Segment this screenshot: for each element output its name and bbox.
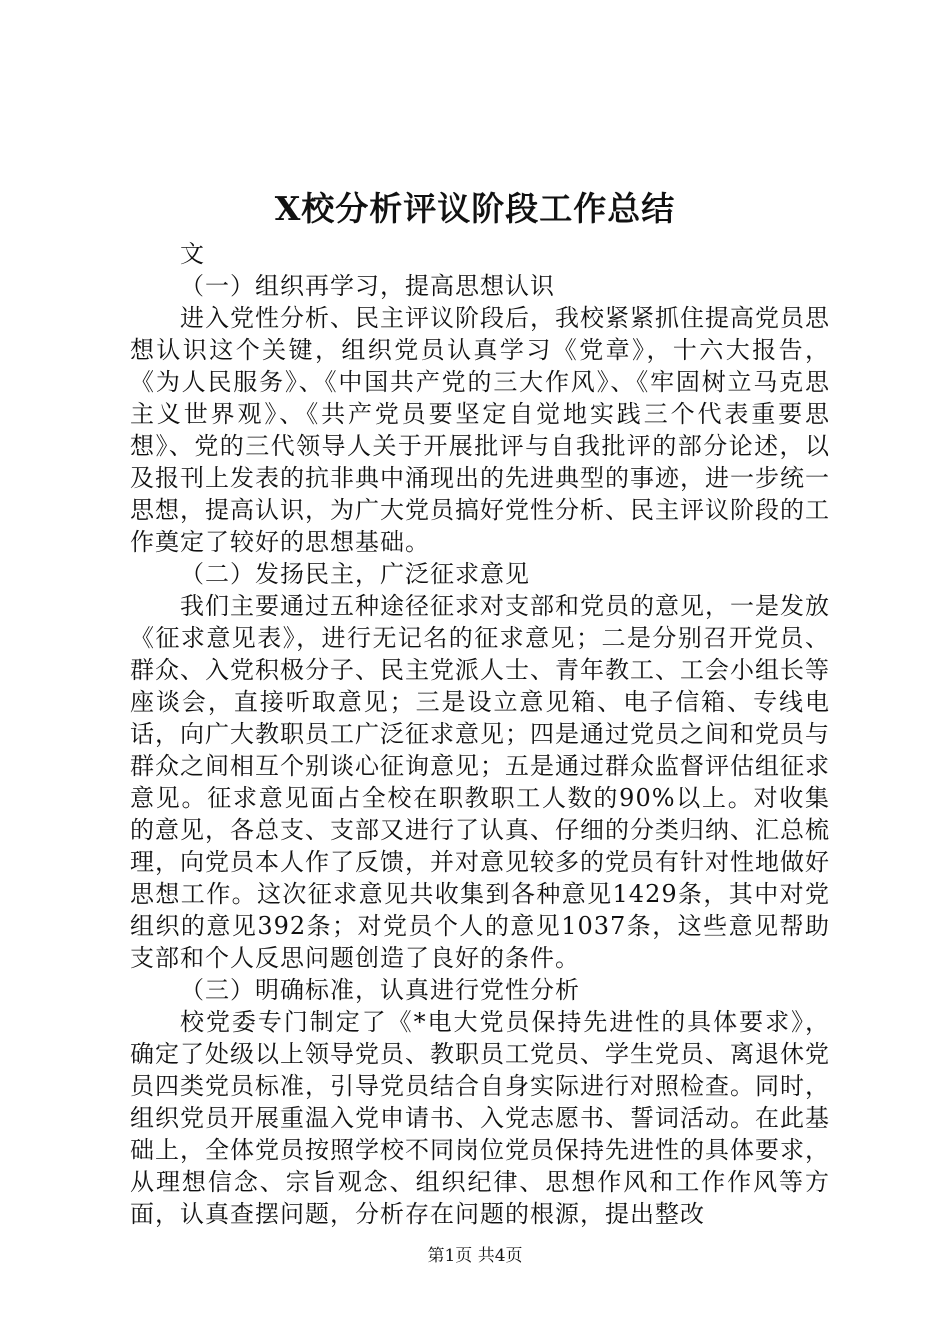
section-heading-2: （二）发扬民主，广泛征求意见 (180, 560, 530, 588)
document-title: X校分析评议阶段工作总结 (274, 189, 676, 228)
section-paragraph-2: 我们主要通过五种途径征求对支部和党员的意见，一是发放《征求意见表》，进行无记名的征求意见；二是分别召开党员、群众、入党积极分子、民主党派人士、青年教工、工会小组长等座谈会，直接听取意见；三是设立意见箱、电子信箱、专线电话，向广大教职员工广泛征求意见；四是通过党员之间和党员与群众之间相互个别谈心征询意见；五是通过群众监督评估组征求意见。征求意见面占全校在职教职工人数的90%以上。对收集的意见，各总支、支部又进行了认真、仔细的分类归纳、汇总梳理，向党员本人作了反馈，并对意见较多的党员有针对性地做好思想工作。这次征求意见共收集到各种意见1429条，其中对党组织的意见392条；对党员个人的意见1037条，这些意见帮助支部和个人反思问题创造了良好的条件。 (130, 592, 830, 972)
author-line: 文 (180, 240, 205, 268)
section-heading-3: （三）明确标准，认真进行党性分析 (180, 976, 580, 1004)
section-heading-1: （一）组织再学习，提高思想认识 (180, 272, 555, 300)
document-body (130, 238, 830, 1230)
section-paragraph-1: 进入党性分析、民主评议阶段后，我校紧紧抓住提高党员思想认识这个关键，组织党员认真学习《党章》，十六大报告，《为人民服务》、《中国共产党的三大作风》、《牢固树立马克思主义世界观》、《共产党员要坚定自觉地实践三个代表重要思想》、党的三代领导人关于开展批评与自我批评的部分论述，以及报刊上发表的抗非典中涌现出的先进典型的事迹，进一步统一思想，提高认识，为广大党员搞好党性分析、民主评议阶段的工作奠定了较好的思想基础。 (130, 304, 830, 556)
page-number-footer: 第1页 共4页 (427, 1246, 523, 1266)
section-paragraph-3: 校党委专门制定了《*电大党员保持先进性的具体要求》，确定了处级以上领导党员、教职员工党员、学生党员、离退休党员四类党员标准，引导党员结合自身实际进行对照检查。同时，组织党员开展重温入党申请书、入党志愿书、誓词活动。在此基础上，全体党员按照学校不同岗位党员保持先进性的具体要求，从理想信念、宗旨观念、组织纪律、思想作风和工作作风等方面，认真查摆问题，分析存在问题的根源，提出整改 (130, 1008, 830, 1228)
